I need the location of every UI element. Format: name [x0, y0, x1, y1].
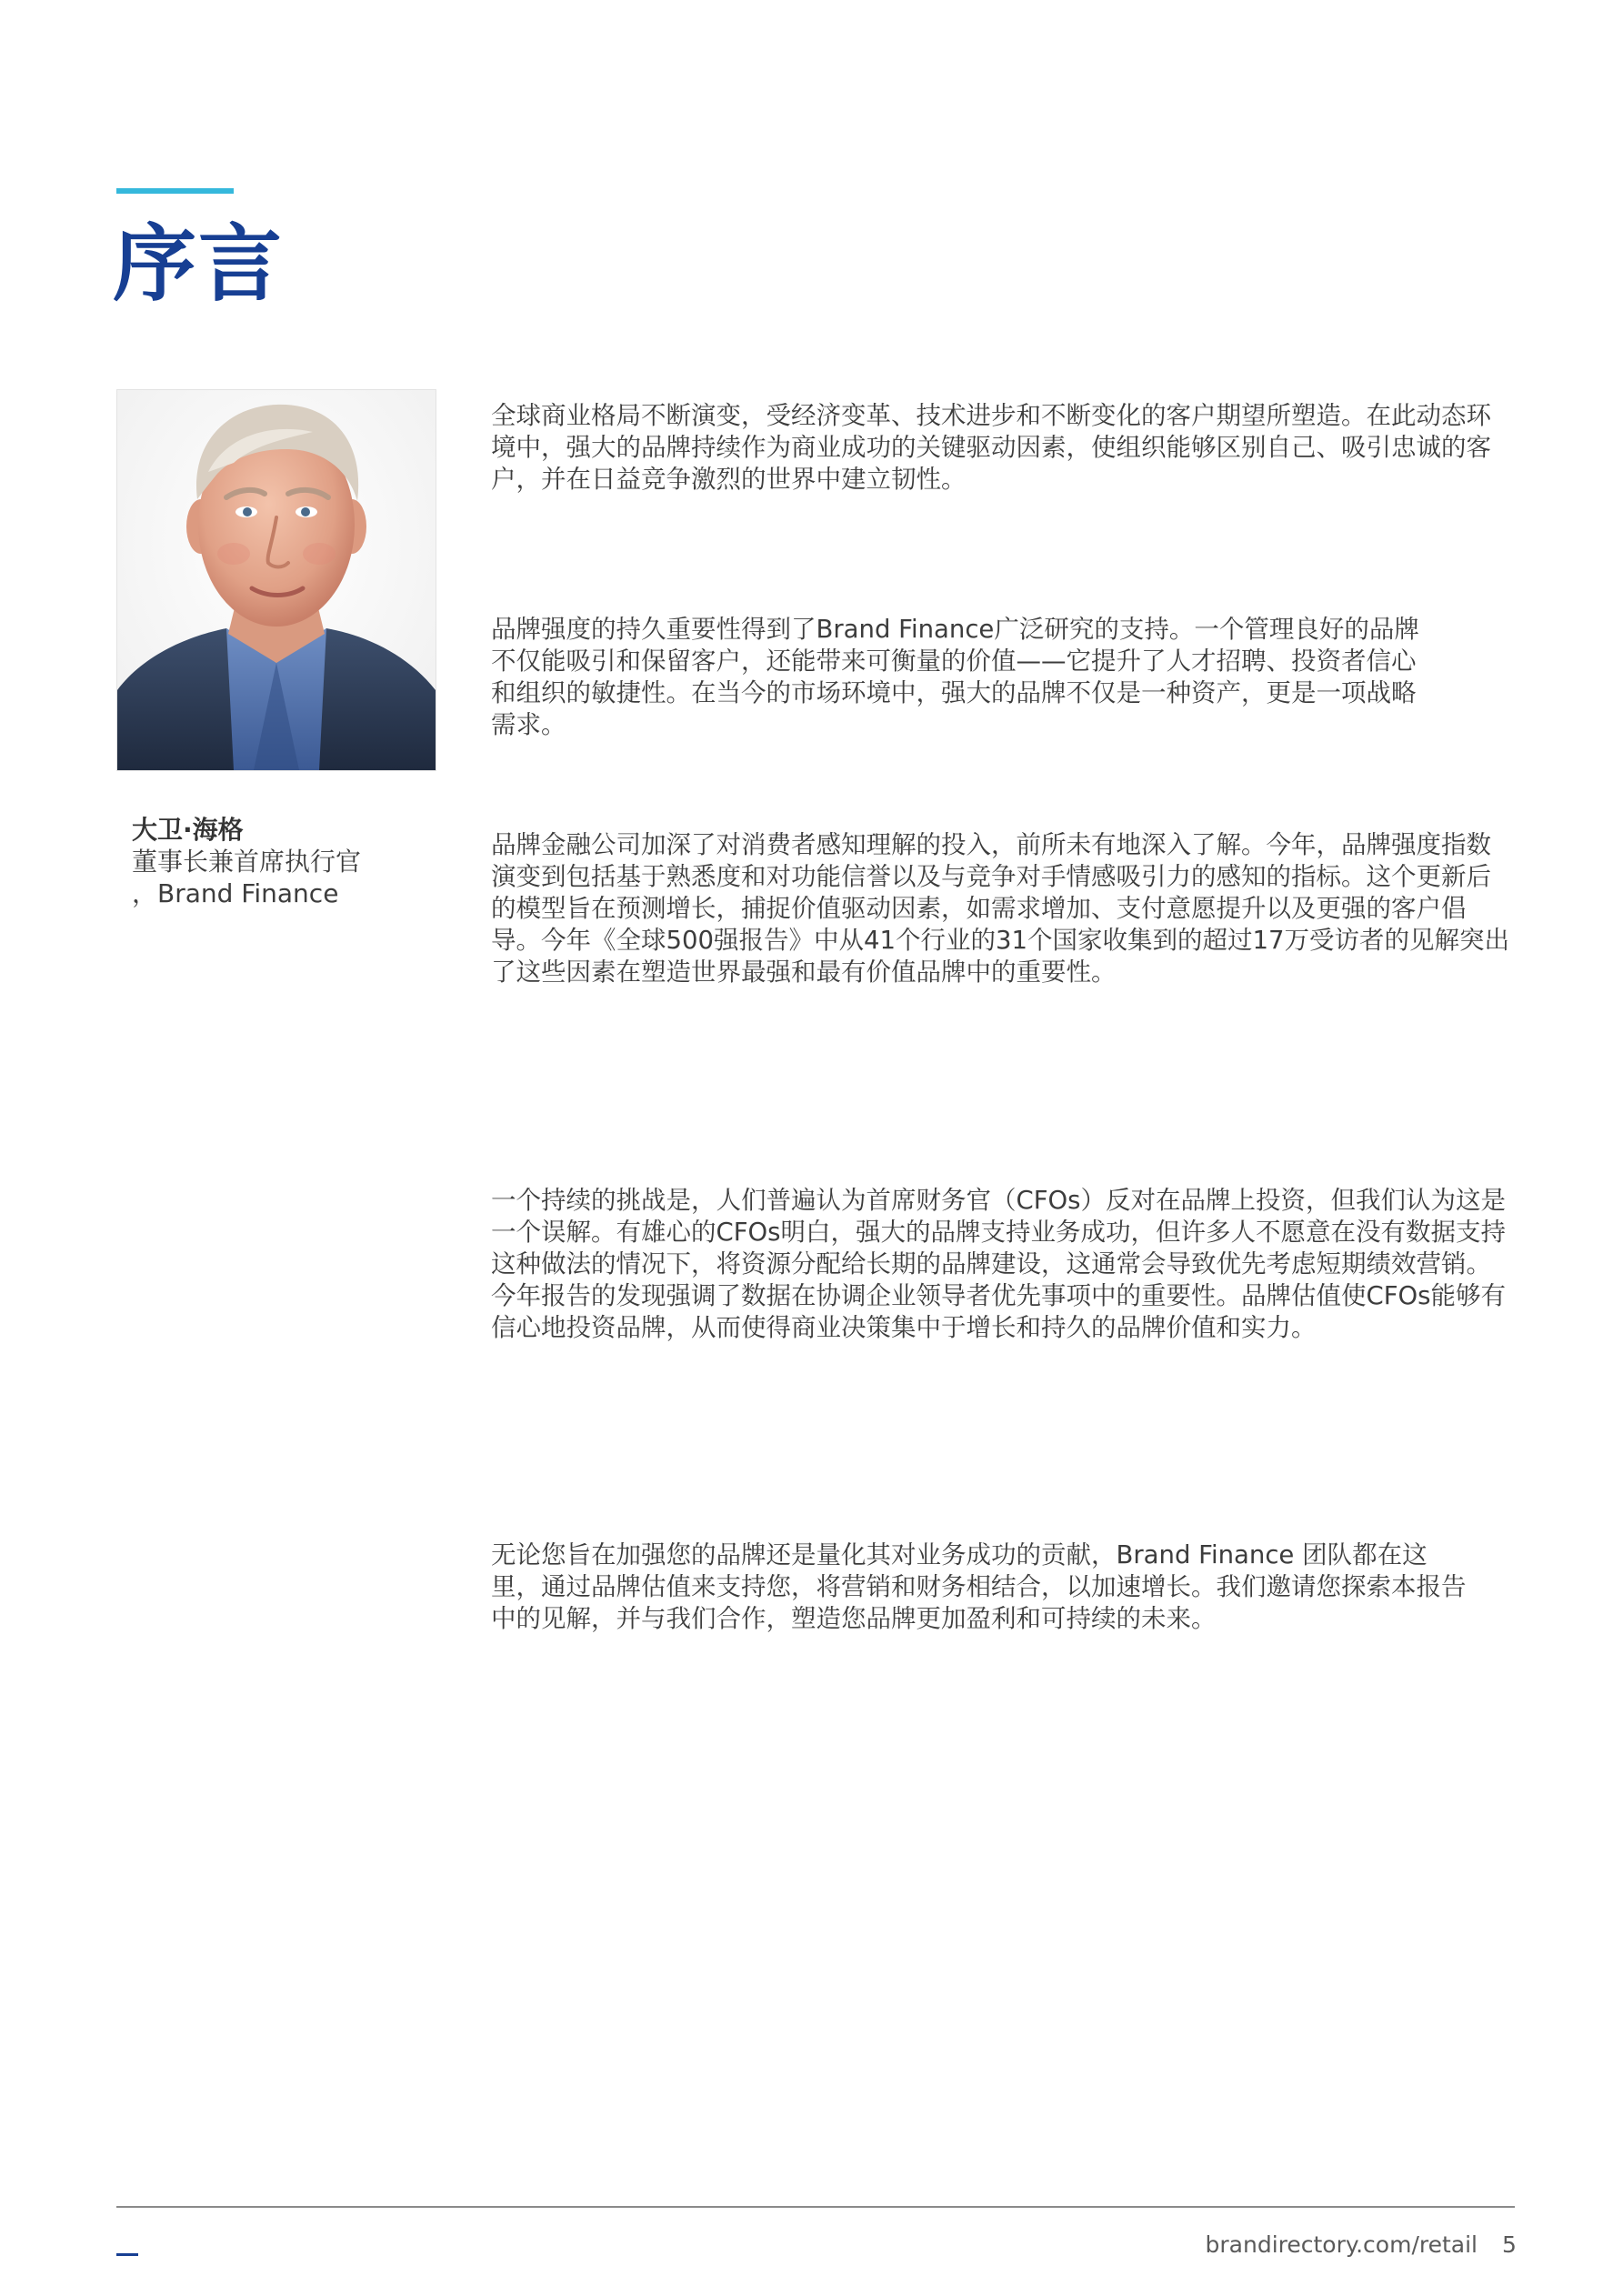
body-paragraph-3: 品牌金融公司加深了对消费者感知理解的投入，前所未有地深入了解。今年，品牌强度指数演变到包括基于熟悉度和对功能信誉以及与竞争对手情感吸引力的感知的指标。这个更新后的模型旨在预测增长，捕捉价值驱动因素，如需求增加、支付意愿提升以及更强的客户倡导。今年《全球500强报告》中从41个行业的31个国家收集到的超过17万受访者的见解突出了这些因素在塑造世界最强和最有价值品牌中的重要性。 — [491, 830, 1509, 987]
body-paragraph-1: 全球商业格局不断演变，受经济变革、技术进步和不断变化的客户期望所塑造。在此动态环境中，强大的品牌持续作为商业成功的关键驱动因素，使组织能够区别自己、吸引忠诚的客户，并在日益竞争激烈的世界中建立韧性。 — [491, 401, 1491, 494]
page-number: 5 — [1502, 2231, 1517, 2258]
page-title: 序言 — [113, 216, 285, 313]
author-name: 大卫·海格 — [132, 815, 244, 845]
author-role: 董事长兼首席执行官 — [132, 847, 362, 877]
footer-url-link[interactable]: brandirectory.com/retail — [1205, 2231, 1478, 2258]
footer-divider — [116, 2206, 1515, 2208]
author-caption — [132, 814, 405, 909]
footer-mark — [116, 2253, 138, 2256]
body-paragraph-2: 品牌强度的持久重要性得到了Brand Finance广泛研究的支持。一个管理良好的品牌不仅能吸引和保留客户，还能带来可衡量的价值——它提升了人才招聘、投资者信心和组织的敏捷性。在当今的市场环境中，强大的品牌不仅是一种资产，更是一项战略需求。 — [491, 615, 1419, 739]
portrait-photo-icon — [117, 390, 436, 770]
body-paragraph-5: 无论您旨在加强您的品牌还是量化其对业务成功的贡献，Brand Finance 团队都在这里，通过品牌估值来支持您，将营销和财务相结合，以加速增长。我们邀请您探索本报告中的见解，并与我们合作，塑造您品牌更加盈利和可持续的未来。 — [491, 1540, 1467, 1633]
author-portrait — [116, 389, 436, 771]
title-accent-line — [116, 188, 234, 194]
body-paragraph-4: 一个持续的挑战是，人们普遍认为首席财务官（CFOs）反对在品牌上投资，但我们认为这是一个误解。有雄心的CFOs明白，强大的品牌支持业务成功，但许多人不愿意在没有数据支持这种做法的情况下，将资源分配给长期的品牌建设，这通常会导致优先考虑短期绩效营销。今年报告的发现强调了数据在协调企业领导者优先事项中的重要性。品牌估值使CFOs能够有信心地投资品牌，从而使得商业决策集中于增长和持久的品牌价值和实力。 — [491, 1186, 1506, 1342]
author-company: ，Brand Finance — [132, 878, 339, 908]
